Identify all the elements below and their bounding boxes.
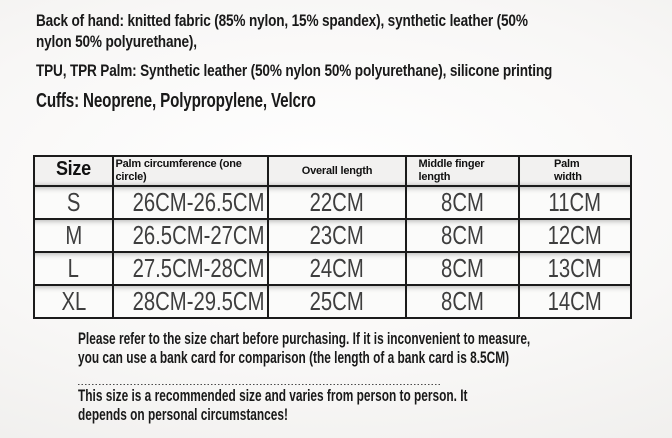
header-overall-length: Overall length [268, 156, 406, 186]
cell-palm-width: 14CM [519, 285, 631, 318]
cell-size: S [34, 186, 113, 219]
cuffs-line: Cuffs: Neoprene, Polypropylene, Velcro [36, 90, 316, 112]
header-palm-width: Palm width [519, 156, 631, 186]
table-row-xl [34, 285, 631, 318]
palm-line: TPU, TPR Palm: Synthetic leather (50% nylon 50% polyurethane), silicone printing [36, 61, 553, 80]
back-of-hand-line2: nylon 50% polyurethane), [36, 32, 197, 51]
cell-overall-length: 23CM [268, 219, 406, 252]
header-size: Size [34, 156, 113, 186]
size-table-body [34, 186, 631, 318]
materials-section [36, 10, 672, 113]
cell-palm-circumference: 26.5CM-27CM [113, 219, 268, 252]
cell-size: L [34, 252, 113, 285]
back-of-hand-line1: Back of hand: knitted fabric (85% nylon, 15% spandex), synthetic leather (50% [36, 11, 528, 30]
cell-palm-circumference: 26CM-26.5CM [113, 186, 268, 219]
cell-overall-length: 24CM [268, 252, 406, 285]
measure-note-line2: you can use a bank card for comparison (the length of a bank card is 8.5CM) [78, 349, 510, 367]
cell-overall-length: 22CM [268, 186, 406, 219]
header-row [34, 156, 631, 186]
cell-palm-circumference: 28CM-29.5CM [113, 285, 268, 318]
header-palm-circumference: Palm circumference (one circle) [113, 156, 268, 186]
size-table-header [34, 156, 631, 186]
size-table [33, 155, 632, 319]
cell-size: M [34, 219, 113, 252]
palm-paragraph [36, 60, 672, 81]
table-row-l [34, 252, 631, 285]
cell-palm-width: 13CM [519, 252, 631, 285]
table-row-m [34, 219, 631, 252]
disclaimer-line1: This size is a recommended size and varies from person to person. It [78, 387, 468, 405]
cell-size: XL [34, 285, 113, 318]
cell-middle-finger-length: 8CM [406, 186, 519, 219]
back-of-hand-paragraph [36, 10, 672, 52]
cell-middle-finger-length: 8CM [406, 252, 519, 285]
measure-note-line1: Please refer to the size chart before purchasing. If it is inconvenient to measure, [78, 330, 531, 348]
cell-palm-circumference: 27.5CM-28CM [113, 252, 268, 285]
table-row-s [34, 186, 631, 219]
cell-middle-finger-length: 8CM [406, 219, 519, 252]
header-middle-finger-length: Middle finger length [406, 156, 519, 186]
notes-section [78, 330, 672, 425]
cell-middle-finger-length: 8CM [406, 285, 519, 318]
cell-palm-width: 11CM [519, 186, 631, 219]
cuffs-paragraph [36, 89, 672, 113]
dotted-divider [78, 384, 440, 385]
cell-palm-width: 12CM [519, 219, 631, 252]
cell-overall-length: 25CM [268, 285, 406, 318]
disclaimer-line2: depends on personal circumstances! [78, 406, 288, 424]
